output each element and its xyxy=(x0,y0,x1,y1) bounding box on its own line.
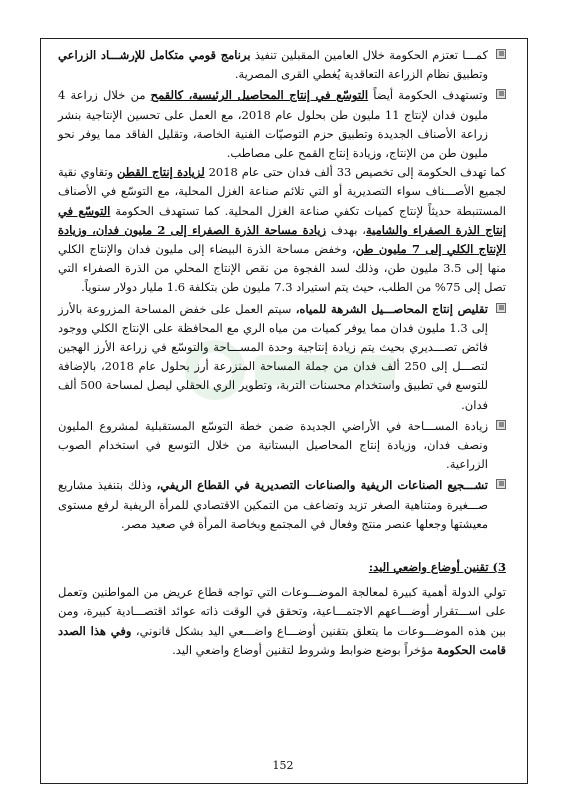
paragraph-land-tenure xyxy=(58,583,506,660)
bullet-icon xyxy=(496,303,506,313)
paragraph-bold-text: زيادة مساحة الذرة الصفراء إلى 2 مليون فدان، وزيادة الإنتاج الكلي إلى 7 مليون طن xyxy=(58,222,506,257)
paragraph-text: ، بهدف xyxy=(326,222,366,237)
paragraph-bold-text: التوسّع في إنتاج الذرة الصفراء والشامية xyxy=(58,203,507,237)
bullet-icon xyxy=(496,420,506,430)
item-text: زيادة المســـاحة في الأراضي الجديدة ضمن خطة التوسّع المستقبلية لمشروع المليون ونصف فدان، وزيادة إنتاج المحاصيل البستانية من خلال التوسع في استخدام الصوب الزراعية. xyxy=(58,418,488,472)
paragraph-bold-text: لزيادة إنتاج القطن xyxy=(117,165,205,180)
item-bold-text: التوسّع في إنتاج المحاصيل الرئيسية، كالقمح xyxy=(150,88,369,103)
paragraph-bold-text: وفي هذا الصدد قامت الحكومة xyxy=(58,623,506,657)
paragraph-text: مؤخراً بوضع ضوابط وشروط لتقنين أوضاع واضعي اليد. xyxy=(172,642,437,657)
item-bold-text: برنامج قومي متكامل للإرشـــاد الزراعي xyxy=(58,48,251,62)
paragraph-text: تولي الدولة أهمية كبيرة لمعالجة الموضـــوعات التي تواجه قطاع عريض من المواطنين وتعمل على اســـتقرار أوضـــاعهم الاجتمـــاعية، وتحقق في الوقت ذاته عوائد اقتصـــادية كبيرة، ومن بين هذه الموضـــوعات ما يتعلق بتقنين أوضـــاع واضـــعي اليد بشكل قانوني، xyxy=(58,585,506,638)
item-text: وتستهدف الحكومة أيضاً xyxy=(368,88,488,103)
bullet-item-water-crops xyxy=(58,300,506,415)
bullet-icon xyxy=(496,479,506,489)
item-bold-text: تشـــجيع الصناعات الريفية والصناعات التصديرية في القطاع الريفي، xyxy=(156,478,488,493)
item-text: سيتم العمل على خفض المساحة المزروعة بالأرز إلى 1.3 مليون فدان مما يوفر كميات من مياه الري مع المحافظة على الإنتاج الكلي ووجود فائض تصـــديري بحيث يتم زيادة إنتاجية وحدة المســـاحة والتوسّع في زراعة الأرز الهجين لتصـــل إلى 250 ألف فدان من جملة المساحة المنزرعة أرز بحلول عام 2018، بالإضافة للتوسع في تطبيق واستخدام محسنات التربة، وتطوير الري الحقلي ليصل لمساحة 500 ألف فدان. xyxy=(58,301,488,412)
paragraph-text: ، وخفض مساحة الذرة البيضاء إلى مليون فدان والإنتاج الكلي منها إلى 3.5 مليون طن، وذلك لسد الفجوة من نقص الإنتاج المحلي من الذرة الصفراء التي تصل إلى 75% من الطلب، حيث يتم استيراد 7.3 مليون طن بتكلفة 1.6 مليار دولار سنوياً. xyxy=(58,242,507,295)
bullet-icon xyxy=(496,89,506,99)
page-number: 152 xyxy=(272,759,294,772)
bullet-icon xyxy=(496,49,506,59)
section-heading: 3) تقنين أوضاع واضعي اليد: xyxy=(368,560,506,575)
paragraph-text: وتقاوي نقية لجميع الأصـــناف سواء التصديرية أو التي تلائم صناعة الغزل المحلية، مع التوسّع في الأصناف المستنبطة حديثاً لإنتاج كميات تكفي صناعة الغزل المحلية. كما تستهدف الحكومة xyxy=(58,165,506,218)
paragraph-text: كما تهدف الحكومة إلى تخصيص 33 ألف فدان حتى عام 2018 xyxy=(204,165,506,180)
bullet-item-wheat xyxy=(58,86,506,163)
item-text: وذلك بتنفيذ مشاريع صـــغيرة ومتناهية الصغر تزيد وتضاعف من التمكين الاقتصادي للمرأة الريفية لرفع مستوى معيشتها وجعلها عنصر منتج وفعال في المجتمع وبخاصة المرأة في صعيد مصر. xyxy=(58,478,488,531)
main-text xyxy=(58,46,506,660)
item-bold-text: تقليص إنتاج المحاصـــيل الشرهة للمياه، xyxy=(295,301,488,316)
bullet-item-rural-industries xyxy=(58,476,506,534)
paragraph-cotton-maize xyxy=(58,163,506,297)
bullet-item-extension-program xyxy=(58,46,506,84)
bullet-item-new-lands xyxy=(58,417,506,475)
item-text: من خلال زراعة 4 مليون فدان لإنتاج 11 مليون طن بحلول عام 2018، مع العمل على تحسين الإنتاجية بنشر زراعة الأصناف الجديدة وتطبيق حزم التوصيّات الفنية الخاصة، وتقليل الفاقد مما يوفر نحو مليون طن من الإنتاج، وزيادة إنتاج القمح على مصاطب. xyxy=(58,88,488,161)
item-text: كمـــا تعتزم الحكومة خلال العامين المقبلين تنفيذ xyxy=(250,48,488,62)
item-text: وتطبيق نظام الزراعة التعاقدية يُغطي القرى المصرية. xyxy=(234,67,488,82)
